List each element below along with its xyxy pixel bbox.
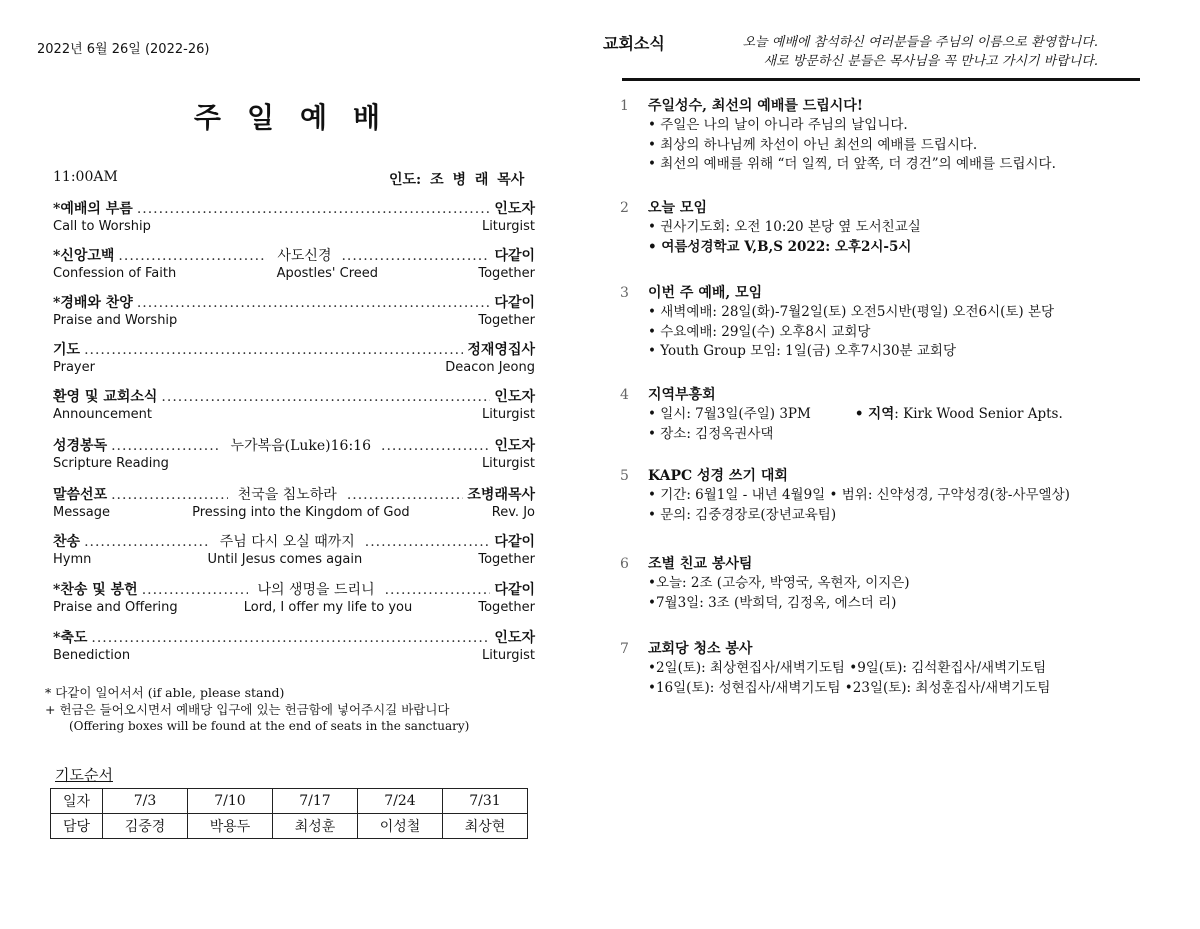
offering-note: + 헌금은 들어오시면서 예배당 입구에 있는 헌금함에 넣어주시길 바랍니다 bbox=[45, 702, 450, 717]
table-cell: 박용두 bbox=[188, 814, 273, 839]
order-item-en bbox=[53, 600, 535, 616]
order-item-name-en: Benediction bbox=[53, 648, 131, 663]
list-item: • 기간: 6월1일 - 내년 4월9일 • 범위: 신약성경, 구약성경(창-사무엘상) bbox=[648, 487, 1070, 503]
order-item bbox=[53, 294, 535, 329]
order-item-leader-en: Together bbox=[478, 600, 535, 615]
news-section-number: 4 bbox=[620, 387, 629, 403]
order-item-en bbox=[53, 648, 535, 664]
order-item-name: 성경봉독 bbox=[53, 438, 108, 454]
order-item bbox=[53, 437, 535, 472]
news-section bbox=[620, 639, 1160, 698]
order-item-detail: 주님 다시 오실 때까지 bbox=[219, 534, 355, 550]
list-item: • 최선의 예배를 위해 “더 일찍, 더 앞쪽, 더 경건”의 예배를 드립시다. bbox=[648, 156, 1056, 172]
news-section-title: KAPC 성경 쓰기 대회 bbox=[648, 468, 788, 484]
order-item-en bbox=[53, 552, 535, 568]
news-section bbox=[620, 554, 1160, 613]
order-item-leader: 다같이 bbox=[494, 248, 536, 264]
list-item: •2일(토): 최상현집사/새벽기도팀 •9일(토): 김석환집사/새벽기도팀 bbox=[648, 660, 1047, 676]
order-item bbox=[53, 247, 535, 282]
order-item-ko bbox=[53, 533, 535, 552]
news-section bbox=[620, 283, 1160, 362]
list-item: • 최상의 하나님께 차선이 아닌 최선의 예배를 드립시다. bbox=[648, 136, 978, 153]
divider bbox=[622, 78, 1140, 81]
order-item-en bbox=[53, 505, 535, 521]
order-item bbox=[53, 486, 535, 521]
order-item-detail: 누가복음(Luke)16:16 bbox=[230, 438, 371, 454]
order-item-name: *신앙고백 bbox=[53, 248, 115, 264]
order-item-leader-en: Deacon Jeong bbox=[445, 360, 535, 375]
order-item bbox=[53, 200, 535, 235]
news-section bbox=[620, 198, 1160, 257]
order-item-leader-en: Liturgist bbox=[481, 648, 535, 663]
order-item-leader: 인도자 bbox=[494, 389, 535, 405]
order-item-ko bbox=[53, 629, 535, 648]
table-label: 담당 bbox=[51, 814, 103, 839]
order-item bbox=[53, 341, 535, 376]
page-title: 주일예배 bbox=[193, 101, 407, 134]
order-item-detail-en: Pressing into the Kingdom of God bbox=[192, 505, 410, 520]
news-section-header bbox=[620, 283, 1160, 303]
list-item: • 문의: 김중경장로(장년교육팀) bbox=[648, 506, 837, 523]
order-item-name-en: Scripture Reading bbox=[53, 456, 169, 471]
order-item-ko bbox=[53, 341, 535, 360]
table-cell: 이성철 bbox=[358, 814, 443, 839]
order-item-name: 찬송 bbox=[53, 534, 81, 550]
table-cell: 최상현 bbox=[443, 814, 528, 839]
news-heading: 교회소식 bbox=[603, 34, 665, 53]
order-item-name-en: Call to Worship bbox=[53, 219, 151, 234]
news-section-number: 3 bbox=[620, 285, 629, 301]
order-item-ko bbox=[53, 200, 535, 219]
order-item-ko bbox=[53, 247, 535, 266]
welcome-line-1: 오늘 예배에 참석하신 여러분들을 주님의 이름으로 환영합니다. bbox=[742, 35, 1098, 50]
order-item-name: *찬송 및 봉헌 bbox=[53, 582, 138, 598]
list-item: •오늘: 2조 (고승자, 박영국, 옥현자, 이지은) bbox=[648, 575, 910, 591]
news-section-title: 지역부흥회 bbox=[648, 387, 716, 403]
order-item-leader-en: Rev. Jo bbox=[491, 505, 535, 520]
news-section-number: 2 bbox=[620, 200, 629, 216]
order-item bbox=[53, 388, 535, 423]
order-item-leader-en: Together bbox=[478, 266, 535, 281]
order-item-name-en: Praise and Offering bbox=[53, 600, 178, 615]
news-section-number: 6 bbox=[620, 556, 629, 572]
order-item-en bbox=[53, 313, 535, 329]
order-item-en bbox=[53, 407, 535, 423]
order-item-detail-en: Until Jesus comes again bbox=[207, 552, 363, 567]
order-item-en bbox=[53, 456, 535, 472]
order-item-name-en: Prayer bbox=[53, 360, 95, 375]
order-item-en bbox=[53, 266, 535, 282]
order-item-name-en: Confession of Faith bbox=[53, 266, 177, 281]
order-item-name: 말씀선포 bbox=[53, 487, 108, 503]
order-item-leader: 다같이 bbox=[494, 295, 535, 311]
region-value: : Kirk Wood Senior Apts. bbox=[894, 406, 1063, 422]
order-item-leader: 조병래목사 bbox=[467, 487, 536, 503]
order-item-leader: 인도자 bbox=[494, 201, 535, 217]
notes bbox=[45, 684, 469, 735]
table-row bbox=[51, 789, 528, 814]
table-row bbox=[51, 814, 528, 839]
order-item-ko bbox=[53, 294, 535, 313]
table-cell: 7/31 bbox=[443, 789, 528, 814]
service-leader: 인도: 조 병 래 목사 bbox=[389, 172, 525, 188]
order-item-name: *축도 bbox=[53, 630, 88, 646]
news-section-number: 7 bbox=[620, 641, 629, 657]
news-section-title: 오늘 모임 bbox=[648, 200, 707, 216]
news-section-header bbox=[620, 385, 1160, 405]
order-item-name-en: Message bbox=[53, 505, 110, 520]
news-section-header bbox=[620, 554, 1160, 574]
order-item-leader: 정재영집사 bbox=[467, 342, 535, 358]
news-section bbox=[620, 466, 1160, 525]
order-item-ko bbox=[53, 388, 535, 407]
prayer-schedule-heading: 기도순서 bbox=[55, 766, 113, 784]
order-item-en bbox=[53, 219, 535, 235]
table-cell: 7/10 bbox=[188, 789, 273, 814]
list-item: • 여름성경학교 V,B,S 2022: 오후2시-5시 bbox=[648, 238, 912, 255]
service-time: 11:00AM bbox=[53, 169, 118, 185]
order-item-leader-en: Together bbox=[478, 313, 535, 328]
list-item: •7월3일: 3조 (박희덕, 김정옥, 에스더 리) bbox=[648, 594, 897, 611]
order-item-leader-en: Together bbox=[478, 552, 535, 567]
order-item-detail: 천국을 침노하라 bbox=[237, 487, 337, 503]
news-section-title: 교회당 청소 봉사 bbox=[648, 641, 753, 657]
order-item-detail: 사도신경 bbox=[277, 248, 332, 264]
news-section-number: 1 bbox=[620, 98, 629, 114]
order-item-leader-en: Liturgist bbox=[481, 456, 535, 471]
order-item-name-en: Praise and Worship bbox=[53, 313, 178, 328]
order-item-leader: 다같이 bbox=[494, 582, 535, 598]
list-item: • 주일은 나의 날이 아니라 주님의 날입니다. bbox=[648, 117, 908, 133]
order-item-leader: 인도자 bbox=[494, 630, 535, 646]
list-item: • 일시: 7월3일(주일) 3PM • 지역: Kirk Wood Senior Apts. bbox=[648, 406, 1063, 422]
order-item-ko bbox=[53, 486, 535, 505]
table-label: 일자 bbox=[51, 789, 103, 814]
order-item-name: *예배의 부름 bbox=[53, 201, 133, 217]
order-item-name: 환영 및 교회소식 bbox=[53, 389, 158, 405]
offering-note-en: (Offering boxes will be found at the end of seats in the sanctuary) bbox=[69, 719, 470, 733]
order-item-en bbox=[53, 360, 535, 376]
welcome-message bbox=[700, 33, 1098, 71]
news-section-header bbox=[620, 466, 1160, 486]
table-cell: 7/17 bbox=[273, 789, 358, 814]
order-item bbox=[53, 629, 535, 664]
list-item: • 새벽예배: 28일(화)-7월2일(토) 오전5시반(평일) 오전6시(토) 본당 bbox=[648, 304, 1055, 320]
order-item-detail-en: Lord, I offer my life to you bbox=[243, 600, 413, 615]
news-section-title: 이번 주 예배, 모임 bbox=[648, 285, 763, 301]
table-cell: 김중경 bbox=[103, 814, 188, 839]
list-item: • 장소: 김정옥권사댁 bbox=[648, 425, 774, 442]
list-item: • 권사기도회: 오전 10:20 본당 옆 도서친교실 bbox=[648, 219, 921, 235]
news-section-header bbox=[620, 639, 1160, 659]
news-section-header bbox=[620, 198, 1160, 218]
table-cell: 7/24 bbox=[358, 789, 443, 814]
order-item-detail-en: Apostles' Creed bbox=[276, 266, 379, 281]
order-item-name-en: Announcement bbox=[53, 407, 152, 422]
order-item-ko bbox=[53, 437, 535, 456]
order-item-name-en: Hymn bbox=[53, 552, 92, 567]
order-item-leader: 다같이 bbox=[494, 534, 535, 550]
news-section-title: 조별 친교 봉사팀 bbox=[648, 556, 753, 572]
order-item-leader-en: Liturgist bbox=[481, 219, 535, 234]
order-item-name: *경배와 찬양 bbox=[53, 295, 133, 311]
welcome-line-2: 새로 방문하신 분들은 목사님을 꼭 만나고 가시기 바랍니다. bbox=[763, 54, 1098, 69]
list-item: •16일(토): 성현집사/새벽기도팀 •23일(토): 최성훈집사/새벽기도팀 bbox=[648, 679, 1051, 696]
news-section bbox=[620, 385, 1160, 444]
order-item bbox=[53, 581, 535, 616]
prayer-schedule-table bbox=[50, 788, 528, 839]
table-cell: 7/3 bbox=[103, 789, 188, 814]
news-section-header bbox=[620, 96, 1160, 116]
order-item-ko bbox=[53, 581, 535, 600]
bulletin-date: 2022년 6월 26일 (2022-26) bbox=[37, 42, 210, 57]
order-item-detail: 나의 생명을 드리니 bbox=[257, 582, 375, 598]
list-item: • Youth Group 모임: 1일(금) 오후7시30분 교회당 bbox=[648, 343, 956, 359]
region-label: • 지역 bbox=[854, 406, 895, 422]
news-section bbox=[620, 96, 1160, 175]
order-item-leader-en: Liturgist bbox=[481, 407, 535, 422]
news-section-title: 주일성수, 최선의 예배를 드립시다! bbox=[648, 98, 863, 114]
order-item bbox=[53, 533, 535, 568]
order-item-name: 기도 bbox=[53, 342, 81, 358]
news-section-number: 5 bbox=[620, 468, 629, 484]
list-item: • 수요예배: 29일(수) 오후8시 교회당 bbox=[648, 323, 871, 340]
order-item-leader: 인도자 bbox=[494, 438, 536, 454]
table-cell: 최성훈 bbox=[273, 814, 358, 839]
stand-note: * 다같이 일어서서 (if able, please stand) bbox=[45, 685, 285, 700]
